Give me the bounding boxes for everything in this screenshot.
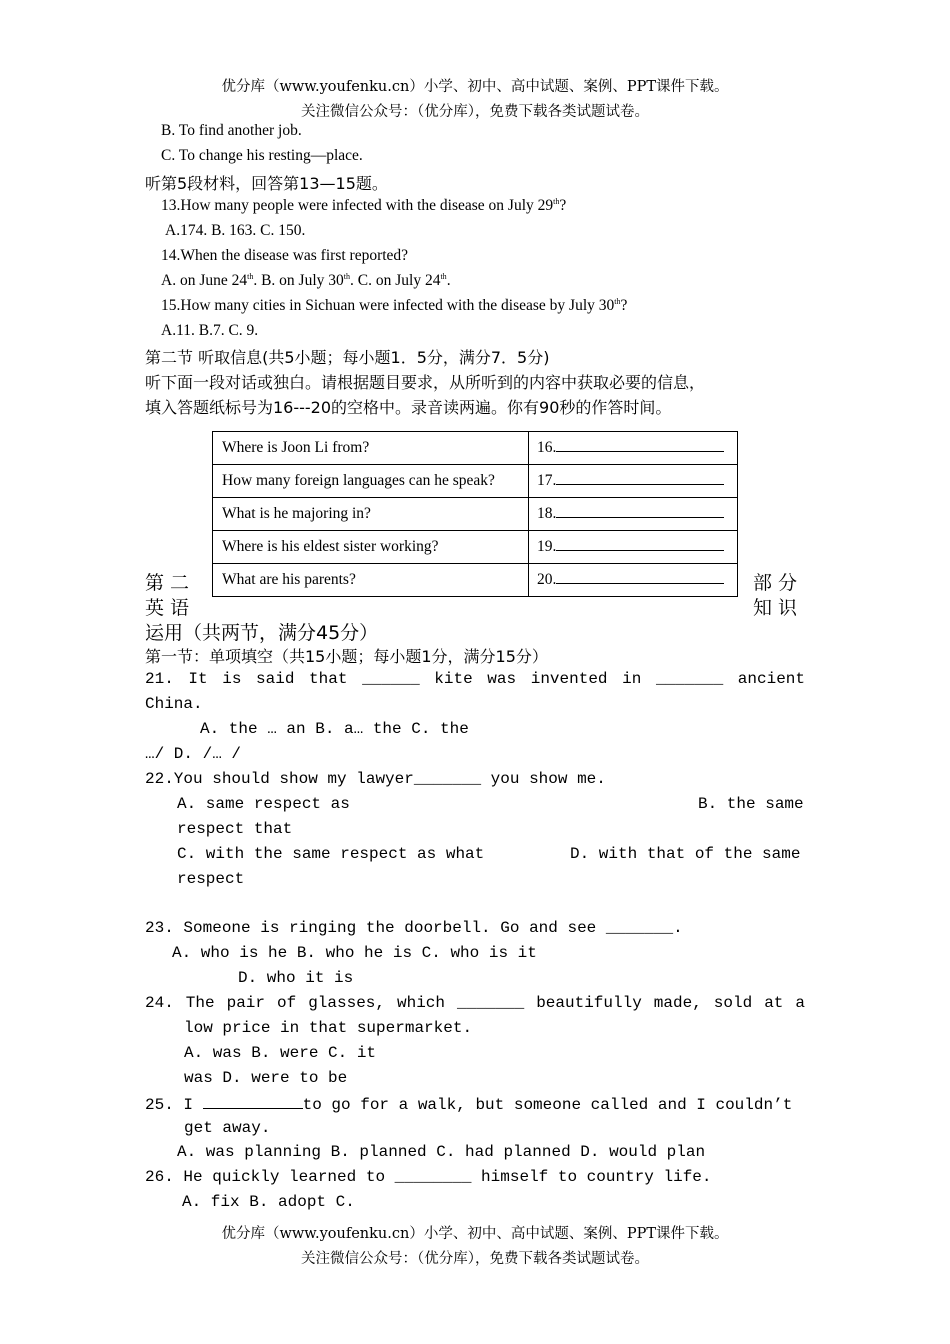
- footer-line-2: 关注微信公众号：（优分库），免费下载各类试题试卷。: [301, 1251, 649, 1267]
- q14-sup-a: th: [247, 271, 254, 281]
- answer-blank[interactable]: [556, 571, 724, 584]
- answer-blank[interactable]: [556, 538, 724, 551]
- question-14-options: [161, 272, 451, 290]
- answer-number: 18.: [537, 505, 557, 522]
- table-question: What are his parents?: [213, 564, 529, 597]
- table-question: How many foreign languages can he speak?: [213, 465, 529, 498]
- answer-blank[interactable]: [556, 472, 724, 485]
- table-answer: [529, 531, 738, 564]
- q14-sup-b: th: [343, 271, 351, 281]
- question-15-mark: ?: [620, 297, 628, 314]
- question-15-sup: th: [614, 296, 621, 306]
- q14-option-end: .: [446, 272, 451, 289]
- footer-line-1: 优分库（www.youfenku.cn）小学、初中、高中试题、案例、PPT课件下载。: [221, 1226, 729, 1242]
- answer-number: 16.: [537, 439, 557, 456]
- question-13-mark: ?: [559, 197, 567, 214]
- question-25-stem-2: get away.: [184, 1119, 271, 1137]
- question-15-text: 15.How many cities in Sichuan were infected with the disease by July 30: [161, 297, 615, 314]
- table-row: [213, 564, 738, 597]
- table-answer: [529, 465, 738, 498]
- question-22-option-b-cont: respect that: [177, 820, 293, 838]
- question-25-options: A. was planning B. planned C. had planned D. would plan: [177, 1143, 706, 1161]
- table-answer: [529, 498, 738, 531]
- question-23-stem: 23. Someone is ringing the doorbell. Go and see _______.: [145, 919, 683, 937]
- question-13-sup: th: [553, 196, 560, 206]
- part-2-title-left-1: 第 二: [145, 572, 190, 594]
- question-13-text: 13.How many people were infected with the disease on July 29: [161, 197, 554, 214]
- question-21-stem: 21. It is said that ______ kite was invented in _______ ancient: [145, 670, 805, 688]
- part-2-title-right-2: 知 识: [753, 597, 798, 619]
- header-line-2: 关注微信公众号：（优分库），免费下载各类试题试卷。: [301, 104, 649, 120]
- answer-blank[interactable]: [556, 439, 724, 452]
- question-14: 14.When the disease was first reported?: [161, 247, 409, 264]
- q14-sup-c: th: [440, 271, 447, 281]
- question-23-options-1: A. who is he B. who he is C. who is it: [172, 944, 537, 962]
- question-25-blank[interactable]: [203, 1094, 303, 1109]
- question-21-options-1: A. the … an B. a… the C. the: [200, 720, 469, 738]
- question-25-stem: [145, 1094, 792, 1114]
- table-question: Where is his eldest sister working?: [213, 531, 529, 564]
- question-25-start: 25. I: [145, 1096, 203, 1114]
- part-2-title-left-2: 英 语: [145, 597, 190, 619]
- question-22-option-a: A. same respect as: [177, 795, 350, 813]
- answer-number: 19.: [537, 538, 557, 555]
- option-b-text: B. To find another job.: [161, 122, 302, 139]
- table-answer: [529, 432, 738, 465]
- question-15-options: A.11. B.7. C. 9.: [161, 322, 259, 339]
- part-2-title-right-1: 部 分: [753, 572, 798, 594]
- section-2-instruction-1: 听下面一段对话或独白。请根据题目要求，从所听到的内容中获取必要的信息，: [145, 373, 706, 392]
- question-22-option-b: B. the same: [698, 795, 804, 813]
- table-question: Where is Joon Li from?: [213, 432, 529, 465]
- q14-option-c: . C. on July 24: [350, 272, 441, 289]
- passage-5-heading: 听第5段材料，回答第13—15题。: [145, 174, 388, 193]
- question-22-option-d-cont: respect: [177, 870, 245, 888]
- question-26-options: A. fix B. adopt C.: [182, 1193, 355, 1211]
- question-22-stem: 22.You should show my lawyer_______ you show me.: [145, 770, 606, 788]
- question-21-options-2: …/ D. /… /: [145, 745, 242, 763]
- answer-number: 20.: [537, 571, 557, 588]
- answer-blank[interactable]: [556, 505, 724, 518]
- header-line-1: 优分库（www.youfenku.cn）小学、初中、高中试题、案例、PPT课件下载。: [221, 79, 729, 95]
- question-15: [161, 297, 627, 315]
- question-22-option-d: D. with that of the same: [570, 845, 801, 863]
- q14-option-a: A. on June 24: [161, 272, 248, 289]
- table-answer: [529, 564, 738, 597]
- table-question: What is he majoring in?: [213, 498, 529, 531]
- table-row: [213, 432, 738, 465]
- question-21-stem-2: China.: [145, 695, 203, 713]
- q14-option-b: . B. on July 30: [253, 272, 344, 289]
- table-row: [213, 465, 738, 498]
- table-row: [213, 498, 738, 531]
- question-24-options-1: A. was B. were C. it: [184, 1044, 377, 1062]
- question-25-rest: to go for a walk, but someone called and I couldn’t: [302, 1096, 793, 1114]
- question-23-options-2: D. who it is: [238, 969, 354, 987]
- question-24-stem: 24. The pair of glasses, which _______ beautifully made, sold at a: [145, 994, 805, 1012]
- question-24-stem-2: low price in that supermarket.: [184, 1019, 473, 1037]
- table-row: [213, 531, 738, 564]
- question-24-options-2: was D. were to be: [184, 1069, 348, 1087]
- section-2-title: 第二节 听取信息(共5小题；每小题1．5分，满分7．5分): [145, 348, 550, 367]
- part-2-title-line-3: 运用（共两节，满分45分）: [145, 622, 379, 644]
- question-26-stem: 26. He quickly learned to ________ himself to country life.: [145, 1168, 712, 1186]
- answer-number: 17.: [537, 472, 557, 489]
- section-1-title: 第一节：单项填空（共15小题；每小题1分，满分15分）: [145, 647, 548, 666]
- question-13: [161, 197, 566, 215]
- info-table: [212, 431, 738, 597]
- option-c-text: C. To change his resting—place.: [161, 147, 363, 164]
- question-13-options: A.174. B. 163. C. 150.: [165, 222, 306, 239]
- section-2-instruction-2: 填入答题纸标号为16---20的空格中。录音读两遍。你有90秒的作答时间。: [145, 398, 672, 417]
- question-22-option-c: C. with the same respect as what: [177, 845, 485, 863]
